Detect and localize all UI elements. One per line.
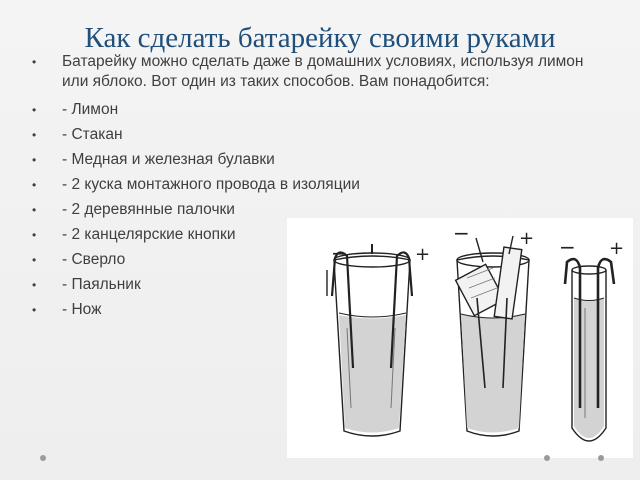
footer-dot-right [598, 455, 604, 461]
bullet-text: - 2 деревянные палочки [62, 201, 235, 218]
bullet-dot-icon: • [32, 203, 37, 217]
glass-with-wires-drawing [327, 244, 412, 436]
bullet-item-sticks [30, 200, 630, 220]
minus-sign: − [453, 221, 470, 245]
footer-dot-left [40, 455, 46, 461]
bullet-dot-icon: • [32, 253, 37, 267]
footer-dot-center [544, 455, 550, 461]
bullet-text: - Лимон [62, 101, 119, 118]
bullet-dot-icon: • [32, 228, 37, 242]
battery-illustration [287, 218, 633, 458]
bullet-text: - Паяльник [62, 276, 141, 293]
slide-title: Как сделать батарейку своими руками [84, 22, 556, 54]
bullet-dot-icon: • [32, 178, 37, 192]
glass-with-sticks-drawing [456, 236, 529, 436]
bullet-dot-icon: • [32, 103, 37, 117]
bullet-dot-icon: • [32, 278, 37, 292]
bullet-dot-icon: • [32, 128, 37, 142]
bullet-text: - Медная и железная булавки [62, 151, 275, 168]
bullet-text: - 2 куска монтажного провода в изоляции [62, 176, 360, 193]
minus-sign: − [331, 241, 348, 265]
bullet-item-intro [30, 52, 602, 92]
bullet-text: Батарейку можно сделать даже в домашних условиях, используя лимон или яблоко. Вот один из таких способов. Вам понадобится: [62, 53, 584, 90]
bullet-text: - Нож [62, 301, 102, 318]
bullet-dot-icon: • [32, 303, 37, 317]
plus-sign: + [519, 228, 535, 249]
bullet-item-wire [30, 175, 630, 195]
bullet-item-pins [30, 150, 630, 170]
plus-sign: + [415, 244, 431, 265]
bullet-item-glass [30, 125, 630, 145]
minus-sign: − [559, 235, 576, 259]
bullet-text: - Стакан [62, 126, 123, 143]
bullet-text: - Сверло [62, 251, 126, 268]
bullet-dot-icon: • [32, 55, 37, 69]
bullet-text: - 2 канцелярские кнопки [62, 226, 236, 243]
bullet-dot-icon: • [32, 153, 37, 167]
test-tube-drawing [565, 259, 614, 441]
bullet-item-lemon [30, 100, 630, 120]
plus-sign: + [609, 238, 625, 259]
